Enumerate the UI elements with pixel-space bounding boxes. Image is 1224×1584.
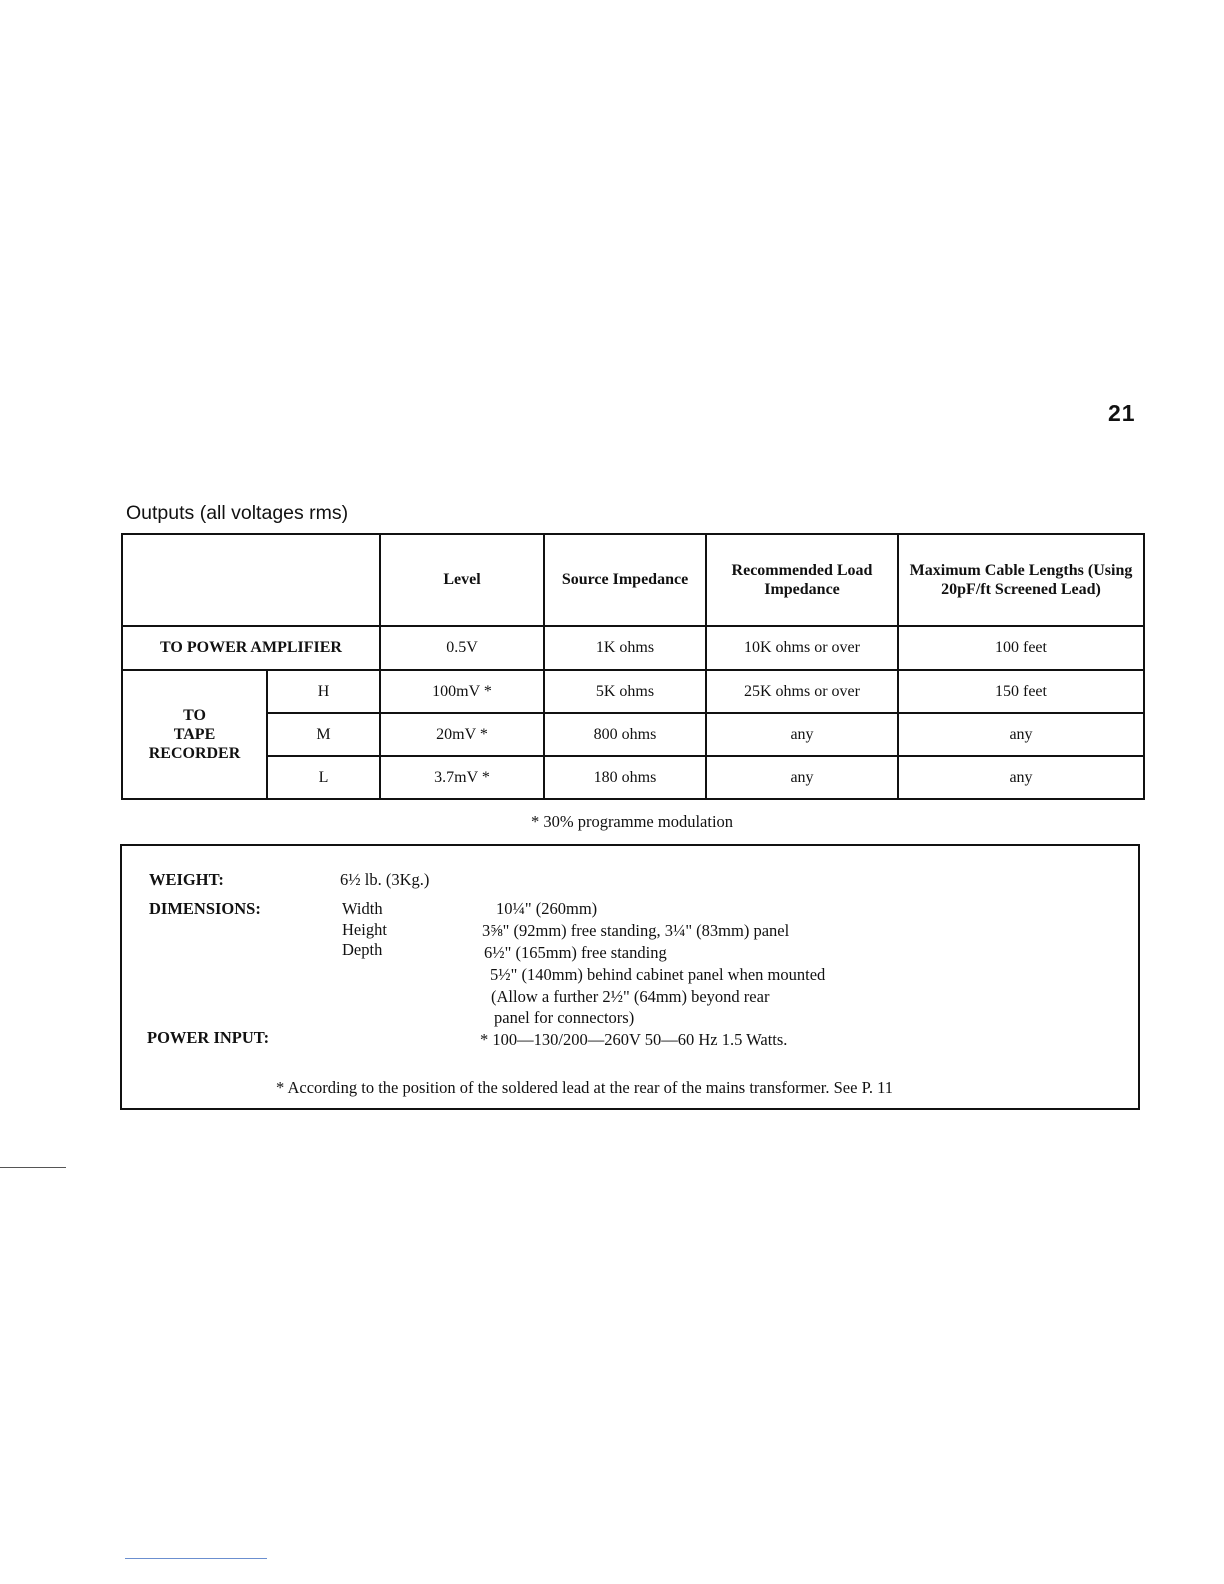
cell-level: 100mV * <box>380 670 544 713</box>
table-footnote: * 30% programme modulation <box>530 812 734 831</box>
cell-source-impedance: 1K ohms <box>544 626 706 670</box>
cell-max-cable-length: 150 feet <box>898 670 1144 713</box>
cell-recommended-load: any <box>706 756 898 799</box>
outputs-table <box>121 533 1145 800</box>
cell-source-impedance: 180 ohms <box>544 756 706 799</box>
cell-level: 3.7mV * <box>380 756 544 799</box>
cell-level: 0.5V <box>380 626 544 670</box>
table-row <box>122 626 1144 670</box>
cell-recommended-load: 25K ohms or over <box>706 670 898 713</box>
specs-footnote: * According to the position of the soldered lead at the rear of the mains transformer. See P. 11 <box>276 1078 894 1097</box>
tape-label-line: RECORDER <box>148 745 241 763</box>
depth-value-line: 5½" (140mm) behind cabinet panel when mounted <box>490 965 826 984</box>
cell-source-impedance: 5K ohms <box>544 670 706 713</box>
row-label-power-amplifier: TO POWER AMPLIFIER <box>122 626 380 670</box>
height-label: Height <box>342 920 387 939</box>
cell-max-cable-length: 100 feet <box>898 626 1144 670</box>
outputs-title: Outputs (all voltages rms) <box>126 502 349 524</box>
header-source-impedance: Source Impedance <box>544 534 706 626</box>
power-input-label: POWER INPUT: <box>147 1028 270 1047</box>
cell-setting: H <box>267 670 380 713</box>
cell-source-impedance: 800 ohms <box>544 713 706 756</box>
specifications-box <box>120 844 1140 1110</box>
row-label-tape-recorder <box>122 670 267 799</box>
cell-max-cable-length: any <box>898 713 1144 756</box>
cell-max-cable-length: any <box>898 756 1144 799</box>
table-row <box>122 670 1144 713</box>
header-recommended-load: Recommended Load Impedance <box>706 534 898 626</box>
header-level: Level <box>380 534 544 626</box>
left-edge-rule <box>0 1167 66 1168</box>
table-row <box>122 756 1144 799</box>
dimensions-label: DIMENSIONS: <box>149 899 261 918</box>
page-number: 21 <box>1108 400 1136 426</box>
width-value: 10¼" (260mm) <box>496 899 598 918</box>
bottom-rule <box>125 1558 267 1559</box>
cell-setting: M <box>267 713 380 756</box>
tape-label-line: TO <box>183 706 206 724</box>
cell-setting: L <box>267 756 380 799</box>
weight-label: WEIGHT: <box>149 870 224 889</box>
depth-value-line: (Allow a further 2½" (64mm) beyond rear <box>491 987 770 1006</box>
depth-label: Depth <box>342 940 383 959</box>
table-header-row <box>122 534 1144 626</box>
depth-value-line: 6½" (165mm) free standing <box>484 943 667 962</box>
width-label: Width <box>342 899 383 918</box>
table-row <box>122 713 1144 756</box>
header-blank-cell <box>122 534 380 626</box>
weight-value: 6½ lb. (3Kg.) <box>340 870 430 889</box>
power-input-value: * 100—130/200—260V 50—60 Hz 1.5 Watts. <box>480 1030 788 1049</box>
height-value: 3⅝" (92mm) free standing, 3¼" (83mm) panel <box>482 921 790 940</box>
header-max-cable-length: Maximum Cable Lengths (Using 20pF/ft Screened Lead) <box>898 534 1144 626</box>
depth-value-line: panel for connectors) <box>494 1008 635 1027</box>
cell-recommended-load: 10K ohms or over <box>706 626 898 670</box>
cell-recommended-load: any <box>706 713 898 756</box>
cell-level: 20mV * <box>380 713 544 756</box>
tape-label-line: TAPE <box>173 725 216 743</box>
